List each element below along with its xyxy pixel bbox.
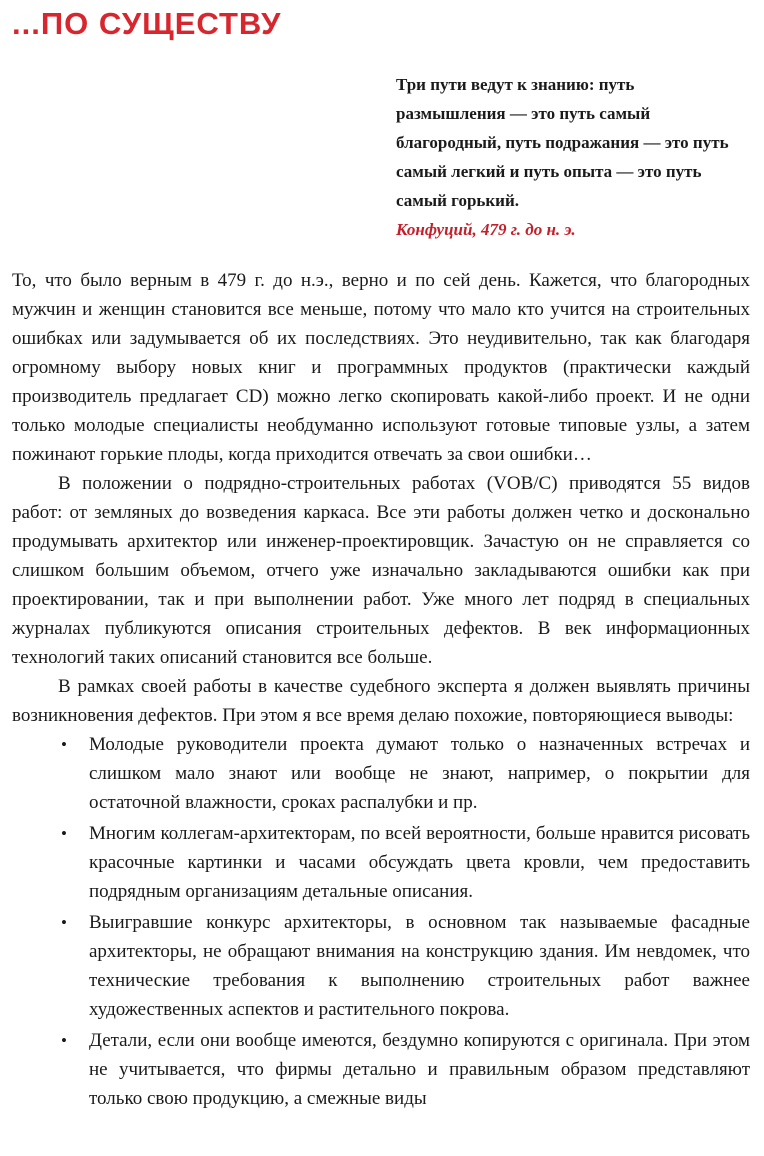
epigraph xyxy=(396,70,748,244)
body-text xyxy=(12,266,750,1115)
list-item-text: Молодые руководители проекта думают только о назначенных встречах и слишком мало знают или вообще не знают, например, о покрытии для остаточной влажности, сроках распалубки и пр. xyxy=(89,734,750,813)
section-title: ...ПО СУЩЕСТВУ xyxy=(12,6,282,41)
bullet-icon: • xyxy=(61,824,67,843)
paragraph-1: То, что было верным в 479 г. до н.э., верно и по сей день. Кажется, что благородных мужчин и женщин становится все меньше, потому что мало кто учится на строительных ошибках или задумывается об их последствиях. Это неудивительно, так как благодаря огромному выбору новых книг и программных продуктов (практически каждый производитель предлагает CD) можно легко скопировать какой-либо проект. И не одни только молодые специалисты необдуманно используют готовые типовые узлы, а затем пожинают горькие плоды, когда приходится отвечать за свои ошибки… xyxy=(12,270,750,465)
list-item-text: Выигравшие конкурс архитекторы, в основном так называемые фасадные архитекторы, не обращают внимания на конструкцию здания. Им невдомек, что технические требования к выполнению строительных работ важнее художественных аспектов и растительного покрова. xyxy=(89,912,750,1020)
list-item xyxy=(61,1026,750,1113)
epigraph-author: Конфуций, 479 г. до н. э. xyxy=(396,220,576,239)
bullet-icon: • xyxy=(61,913,67,932)
list-item-text: Детали, если они вообще имеются, бездумно копируются с оригинала. При этом не учитывается, что фирмы детально и правильным образом представляют только свою продукцию, а смежные виды xyxy=(89,1030,750,1109)
bullet-icon: • xyxy=(61,735,67,754)
list-item xyxy=(61,819,750,906)
list-item-text: Многим коллегам-архитекторам, по всей вероятности, больше нравится рисовать красочные картинки и часами обсуждать цвета кровли, чем предоставить подрядным организациям детальные описания. xyxy=(89,823,750,902)
epigraph-quote: Три пути ведут к знанию: путь размышления — это путь самый благородный, путь подражания — это путь самый легкий и путь опыта — это путь самый горький. xyxy=(396,75,729,210)
findings-list xyxy=(12,730,750,1113)
list-item xyxy=(61,730,750,817)
list-item xyxy=(61,908,750,1024)
paragraph-2: В положении о подрядно-строительных работах (VOB/C) приводятся 55 видов работ: от земляных до возведения каркаса. Все эти работы должен четко и досконально продумывать архитектор или инженер-проектировщик. Зачастую он не справляется со слишком большим объемом, отчего уже изначально закладываются ошибки как при проектировании, так и при выполнении работ. Уже много лет подряд в специальных журналах публикуются описания строительных дефектов. В век информационных технологий таких описаний становится все больше. xyxy=(12,473,750,668)
paragraph-3: В рамках своей работы в качестве судебного эксперта я должен выявлять причины возникновения дефектов. При этом я все время делаю похожие, повторяющиеся выводы: xyxy=(12,676,750,726)
bullet-icon: • xyxy=(61,1031,67,1050)
